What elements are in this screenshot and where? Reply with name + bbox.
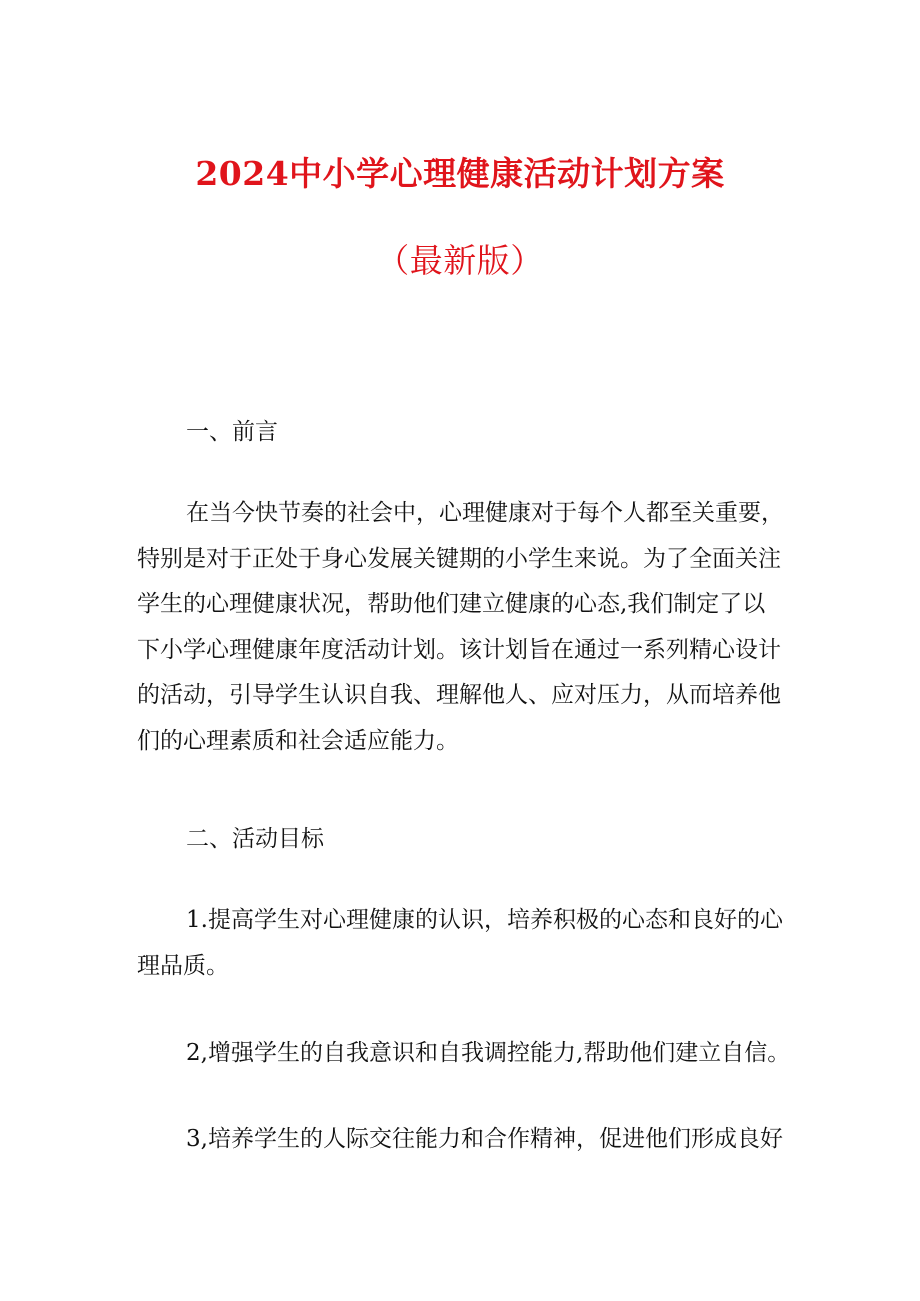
paragraph-preface	[137, 491, 797, 764]
section-heading-goals: 二、活动目标	[186, 826, 324, 852]
paragraph-line: 在当今快节奏的社会中，心理健康对于每个人都至关重要，	[186, 500, 784, 526]
paragraph-line: 下小学心理健康年度活动计划。该计划旨在通过一系列精心设计	[137, 636, 781, 663]
goal-item-3	[137, 1117, 797, 1163]
paragraph-line: 学生的心理健康状况，帮助他们建立健康的心态,我们制定了以	[137, 591, 766, 617]
goal-item-1	[137, 898, 797, 989]
paragraph-line: 的活动，引导学生认识自我、理解他人、应对压力，从而培养他	[137, 682, 781, 708]
document-subtitle: （最新版）	[376, 241, 544, 280]
paragraph-line: 特别是对于正处于身心发展关键期的小学生来说。为了全面关注	[137, 545, 781, 572]
paragraph-line: 理品质。	[137, 952, 229, 979]
paragraph-line: 2,增强学生的自我意识和自我调控能力,帮助他们建立自信。	[186, 1040, 791, 1066]
document-title: 2024中小学心理健康活动计划方案	[195, 154, 725, 193]
section-heading-preface: 一、前言	[186, 419, 278, 445]
paragraph-line: 3,培养学生的人际交往能力和合作精神，促进他们形成良好	[186, 1126, 783, 1152]
goal-item-2	[137, 1031, 797, 1077]
paragraph-line: 们的心理素质和社会适应能力。	[137, 727, 459, 754]
paragraph-line: 1.提高学生对心理健康的认识，培养积极的心态和良好的心	[186, 907, 783, 933]
